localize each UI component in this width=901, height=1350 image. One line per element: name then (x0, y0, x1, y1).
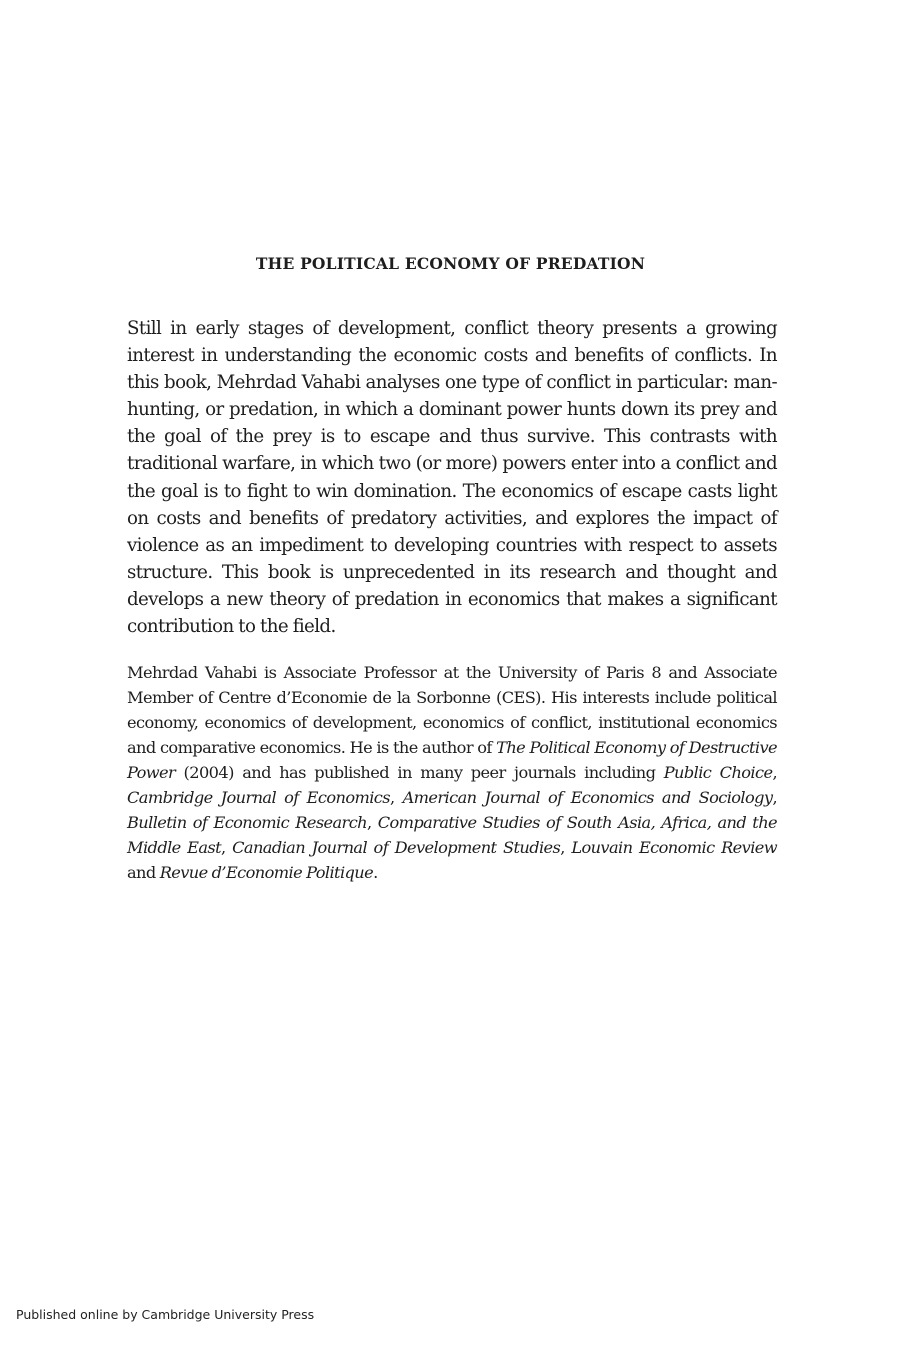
journal-american: American Journal of Economics and Sociology (402, 788, 773, 807)
separator: , (389, 788, 403, 807)
separator: , (367, 813, 378, 832)
separator: , (772, 763, 777, 782)
separator: , (560, 838, 572, 857)
journal-public-choice: Public Choice (663, 763, 773, 782)
journal-louvain: Louvain Economic Review (571, 838, 778, 857)
bio-book-year: (2004) and has published in many peer journals including (175, 763, 664, 782)
journal-comparative: Comparative Studies of South Asia, Africa, and the Middle East (127, 813, 777, 857)
author-bio (127, 660, 777, 885)
journal-cambridge: Cambridge Journal of Economics (127, 788, 390, 807)
journal-canadian: Canadian Journal of Development Studies (232, 838, 561, 857)
publisher-footer: Published online by Cambridge University Press (16, 1307, 315, 1322)
separator: , (772, 788, 777, 807)
book-title: THE POLITICAL ECONOMY OF PREDATION (255, 254, 646, 273)
journal-revue: Revue d’Economie Politique (159, 863, 374, 882)
book-abstract: Still in early stages of development, conflict theory presents a growing interest in understanding the economic costs and benefits of conflicts. In this book, Mehrdad Vahabi analyses one type of conflict in particular: man-hunting, or predation, in which a dominant power hunts down its prey and the goal of the prey is to escape and thus survive. This contrasts with traditional warfare, in which two (or more) powers enter into a conflict and the goal is to fight to win domination. The economics of escape casts light on costs and benefits of predatory activities, and explores the impact of violence as an impediment to developing countries with respect to assets structure. This book is unprecedented in its research and thought and develops a new theory of predation in economics that makes a significant contribution to the field. (127, 318, 777, 638)
period: . (373, 863, 378, 882)
conjunction: and (127, 863, 160, 882)
separator: , (221, 838, 233, 857)
bio-intro: Mehrdad Vahabi is Associate Professor at the University of Paris 8 and Associate Member of Centre d’Economie de la Sorbonne (CES). His interests include political economy, economics of development, economics of conflict, institutional economics and comparative economics. He is the author of (127, 663, 777, 757)
bio-book-title: The Political Economy of Destructive Power (127, 738, 777, 782)
journal-bulletin: Bulletin of Economic Research (127, 813, 367, 832)
